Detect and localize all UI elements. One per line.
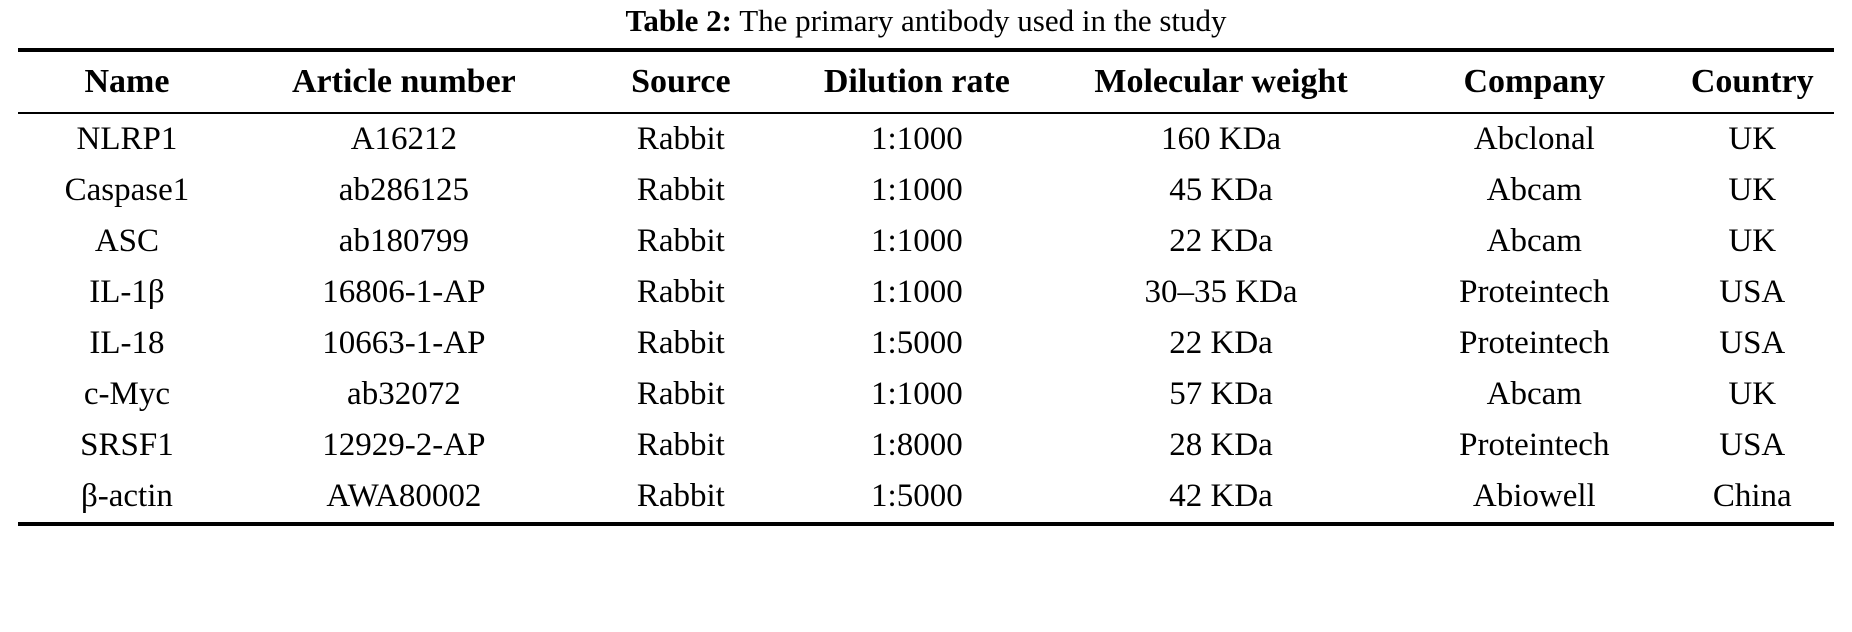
cell-article-number: ab286125 bbox=[338, 172, 469, 209]
cell-dilution-rate: 1:1000 bbox=[871, 172, 963, 209]
cell-molecular-weight: 30–35 KDa bbox=[1144, 274, 1298, 311]
cell-molecular-weight: 160 KDa bbox=[1161, 121, 1282, 158]
cell-country: UK bbox=[1728, 223, 1777, 260]
cell-article-number: 16806-1-AP bbox=[322, 274, 486, 311]
cell-source: Rabbit bbox=[636, 172, 725, 209]
cell-name: β-actin bbox=[18, 471, 236, 524]
column-header-name: Name bbox=[18, 50, 236, 113]
table-row bbox=[18, 420, 1834, 471]
column-header-article-number: Article number bbox=[236, 50, 572, 113]
cell-molecular-weight: 42 KDa bbox=[1044, 471, 1398, 524]
table-caption-text: The primary antibody used in the study bbox=[739, 3, 1227, 38]
table-row bbox=[18, 216, 1834, 267]
table-header-row bbox=[18, 50, 1834, 113]
cell-company: Abclonal bbox=[1473, 121, 1595, 158]
cell-country: USA bbox=[1719, 427, 1786, 464]
table-caption bbox=[18, 0, 1834, 48]
cell-article-number: AWA80002 bbox=[236, 471, 572, 524]
cell-dilution-rate: 1:1000 bbox=[871, 223, 963, 260]
table-row bbox=[18, 165, 1834, 216]
cell-molecular-weight: 22 KDa bbox=[1169, 325, 1273, 362]
table-body bbox=[18, 113, 1834, 524]
primary-antibody-table bbox=[18, 48, 1834, 526]
cell-dilution-rate: 1:1000 bbox=[871, 274, 963, 311]
table-row bbox=[18, 113, 1834, 165]
cell-name: ASC bbox=[94, 223, 160, 260]
table-row bbox=[18, 471, 1834, 524]
cell-source: Rabbit bbox=[636, 376, 725, 413]
cell-name: IL-1β bbox=[89, 274, 165, 311]
table-header bbox=[18, 50, 1834, 113]
table-row bbox=[18, 318, 1834, 369]
table-row bbox=[18, 369, 1834, 420]
column-header-dilution-rate: Dilution rate bbox=[790, 50, 1044, 113]
cell-name: IL-18 bbox=[89, 325, 165, 362]
cell-dilution-rate: 1:5000 bbox=[871, 325, 963, 362]
cell-country: USA bbox=[1719, 325, 1786, 362]
cell-article-number: A16212 bbox=[350, 121, 458, 158]
table-caption-label: Table 2: bbox=[625, 3, 733, 38]
cell-article-number: 10663-1-AP bbox=[322, 325, 486, 362]
cell-source: Rabbit bbox=[636, 274, 725, 311]
column-header-company: Company bbox=[1398, 50, 1670, 113]
cell-article-number: 12929-2-AP bbox=[322, 427, 486, 464]
cell-source: Rabbit bbox=[636, 223, 725, 260]
cell-source: Rabbit bbox=[572, 471, 790, 524]
cell-name: SRSF1 bbox=[80, 427, 174, 464]
cell-country: UK bbox=[1728, 121, 1777, 158]
cell-country: UK bbox=[1728, 376, 1777, 413]
column-header-molecular-weight: Molecular weight bbox=[1044, 50, 1398, 113]
cell-dilution-rate: 1:1000 bbox=[871, 121, 963, 158]
column-header-source: Source bbox=[572, 50, 790, 113]
cell-molecular-weight: 57 KDa bbox=[1169, 376, 1273, 413]
cell-name: Caspase1 bbox=[64, 172, 190, 209]
cell-molecular-weight: 45 KDa bbox=[1169, 172, 1273, 209]
cell-country: USA bbox=[1719, 274, 1786, 311]
cell-company: Abcam bbox=[1486, 223, 1582, 260]
cell-name: NLRP1 bbox=[76, 121, 178, 158]
cell-company: Abiowell bbox=[1398, 471, 1670, 524]
cell-source: Rabbit bbox=[636, 427, 725, 464]
cell-company: Abcam bbox=[1486, 172, 1582, 209]
table-row bbox=[18, 267, 1834, 318]
cell-company: Abcam bbox=[1486, 376, 1582, 413]
cell-company: Proteintech bbox=[1459, 274, 1610, 311]
cell-company: Proteintech bbox=[1459, 427, 1610, 464]
cell-source: Rabbit bbox=[636, 325, 725, 362]
cell-country: China bbox=[1671, 471, 1835, 524]
cell-dilution-rate: 1:1000 bbox=[871, 376, 963, 413]
cell-name: c-Myc bbox=[83, 376, 171, 413]
cell-article-number: ab32072 bbox=[347, 376, 461, 413]
cell-country: UK bbox=[1728, 172, 1777, 209]
cell-company: Proteintech bbox=[1459, 325, 1610, 362]
cell-molecular-weight: 28 KDa bbox=[1169, 427, 1273, 464]
cell-dilution-rate: 1:8000 bbox=[871, 427, 963, 464]
cell-dilution-rate: 1:5000 bbox=[790, 471, 1044, 524]
cell-article-number: ab180799 bbox=[338, 223, 469, 260]
cell-molecular-weight: 22 KDa bbox=[1169, 223, 1273, 260]
column-header-country: Country bbox=[1671, 50, 1835, 113]
cell-source: Rabbit bbox=[636, 121, 725, 158]
